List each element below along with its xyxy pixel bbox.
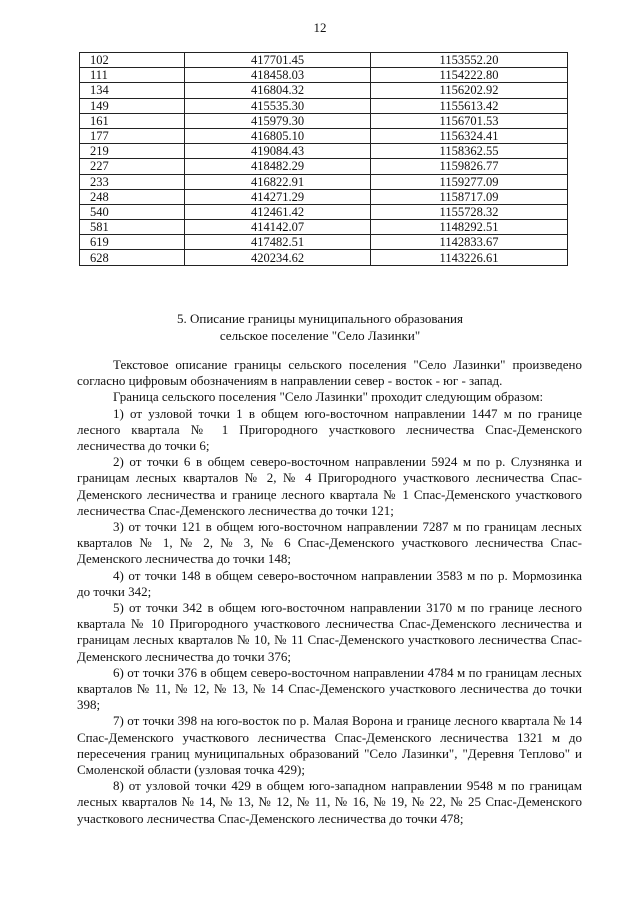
table-row	[80, 53, 568, 68]
point-number-cell: 177	[80, 128, 185, 143]
x-coordinate-cell: 416805.10	[185, 128, 371, 143]
x-coordinate-cell: 420234.62	[185, 250, 371, 265]
table-row	[80, 250, 568, 265]
y-coordinate-cell: 1156324.41	[371, 128, 568, 143]
x-coordinate-cell: 418458.03	[185, 68, 371, 83]
y-coordinate-cell: 1148292.51	[371, 220, 568, 235]
page-number: 12	[313, 20, 327, 35]
x-coordinate-cell: 417482.51	[185, 235, 371, 250]
paragraph: 5) от точки 342 в общем юго-восточном направлении 3170 м по границе лесного квартала № 10 Пригородного участкового лесничества Спас-Деменского лесничества и границам лесных кварталов № 10, № 11 Спас-Деменского участкового лесничества Спас-Деменского лесничества до точки 376;	[77, 600, 582, 664]
y-coordinate-cell: 1158717.09	[371, 189, 568, 204]
point-number-cell: 102	[80, 53, 185, 68]
y-coordinate-cell: 1158362.55	[371, 144, 568, 159]
x-coordinate-cell: 414271.29	[185, 189, 371, 204]
paragraph: 8) от узловой точки 429 в общем юго-западном направлении 9548 м по границам лесных кварталов № 14, № 13, № 12, № 11, № 16, № 19, № 22, № 25 Спас-Деменского участкового лесничества Спас-Деменского лесничества до точки 478;	[77, 778, 582, 826]
point-number-cell: 581	[80, 220, 185, 235]
paragraph: 1) от узловой точки 1 в общем юго-восточном направлении 1447 м по границе лесного квартала № 1 Пригородного участкового лесничества Спас-Деменского лесничества до точки 6;	[77, 405, 582, 454]
y-coordinate-cell: 1143226.61	[371, 250, 568, 265]
table-row	[80, 98, 568, 113]
point-number-cell: 219	[80, 144, 185, 159]
table-row	[80, 144, 568, 159]
table-row	[80, 204, 568, 219]
point-number-cell: 619	[80, 235, 185, 250]
point-number-cell: 134	[80, 83, 185, 98]
point-number-cell: 233	[80, 174, 185, 189]
table-row	[80, 159, 568, 174]
boundary-description	[77, 357, 582, 827]
table-row	[80, 220, 568, 235]
section-heading-line: сельское поселение "Село Лазинки"	[219, 328, 421, 343]
point-number-cell: 628	[80, 250, 185, 265]
section-heading-line: 5. Описание границы муниципального образования	[177, 311, 463, 326]
coordinates-table	[79, 52, 568, 266]
x-coordinate-cell: 417701.45	[185, 53, 371, 68]
x-coordinate-cell: 412461.42	[185, 204, 371, 219]
x-coordinate-cell: 416822.91	[185, 174, 371, 189]
point-number-cell: 227	[80, 159, 185, 174]
y-coordinate-cell: 1156202.92	[371, 83, 568, 98]
y-coordinate-cell: 1156701.53	[371, 113, 568, 128]
paragraph: 6) от точки 376 в общем северо-восточном направлении 4784 м по границам лесных кварталов № 11, № 12, № 13, № 14 Спас-Деменского участкового лесничества до точки 398;	[77, 664, 582, 713]
paragraph: 4) от точки 148 в общем северо-восточном направлении 3583 м по р. Мормозинка до точки 342;	[77, 567, 582, 599]
x-coordinate-cell: 418482.29	[185, 159, 371, 174]
point-number-cell: 111	[80, 68, 185, 83]
table-row	[80, 235, 568, 250]
point-number-cell: 248	[80, 189, 185, 204]
x-coordinate-cell: 419084.43	[185, 144, 371, 159]
y-coordinate-cell: 1159277.09	[371, 174, 568, 189]
section-heading	[0, 310, 640, 344]
y-coordinate-cell: 1159826.77	[371, 159, 568, 174]
table-row	[80, 113, 568, 128]
table-row	[80, 83, 568, 98]
point-number-cell: 540	[80, 204, 185, 219]
paragraph: 7) от точки 398 на юго-восток по р. Малая Ворона и границе лесного квартала № 14 Спас-Деменского участкового лесничества Спас-Деменского лесничества 1321 м до пересечения границ муниципальных образований "Село Лазинки", "Деревня Теплово" и Смоленской области (узловая точка 429);	[77, 713, 582, 778]
paragraph: Текстовое описание границы сельского поселения "Село Лазинки" произведено согласно цифровым обозначениям в направлении север - восток - юг - запад.	[77, 357, 582, 389]
x-coordinate-cell: 414142.07	[185, 220, 371, 235]
y-coordinate-cell: 1155728.32	[371, 204, 568, 219]
x-coordinate-cell: 416804.32	[185, 83, 371, 98]
x-coordinate-cell: 415979.30	[185, 113, 371, 128]
table-row	[80, 68, 568, 83]
table-row	[80, 174, 568, 189]
y-coordinate-cell: 1153552.20	[371, 53, 568, 68]
y-coordinate-cell: 1154222.80	[371, 68, 568, 83]
y-coordinate-cell: 1142833.67	[371, 235, 568, 250]
paragraph: Граница сельского поселения "Село Лазинки" проходит следующим образом:	[113, 389, 544, 405]
paragraph: 2) от точки 6 в общем северо-восточном направлении 5924 м по р. Слузнянка и границам лесных кварталов № 2, № 4 Пригородного участкового лесничества Спас-Деменского лесничества и границе лесного квартала № 1 Спас-Деменского участкового лесничества Спас-Деменского лесничества до точки 121;	[77, 454, 582, 518]
x-coordinate-cell: 415535.30	[185, 98, 371, 113]
point-number-cell: 161	[80, 113, 185, 128]
y-coordinate-cell: 1155613.42	[371, 98, 568, 113]
table-row	[80, 189, 568, 204]
point-number-cell: 149	[80, 98, 185, 113]
paragraph: 3) от точки 121 в общем юго-восточном направлении 7287 м по границам лесных кварталов № 1, № 2, № 3, № 6 Спас-Деменского участкового лесничества Спас-Деменского лесничества до точки 148;	[77, 519, 582, 567]
table-row	[80, 128, 568, 143]
